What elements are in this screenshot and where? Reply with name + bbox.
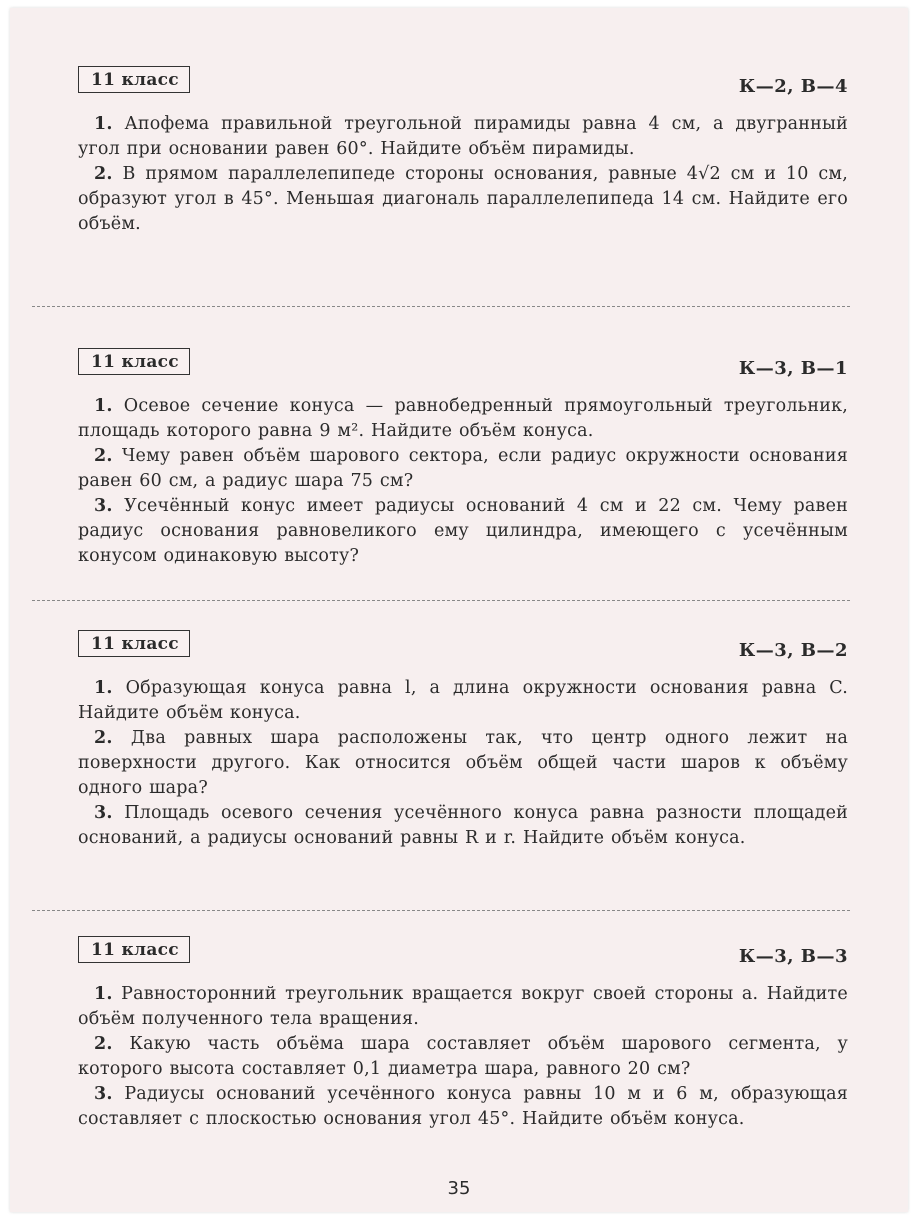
dashed-divider (32, 910, 850, 911)
problem-list (78, 676, 848, 851)
dashed-divider (32, 600, 850, 601)
variant-label: К—3, В—2 (738, 640, 848, 661)
problem-item (78, 444, 848, 494)
problem-item (78, 676, 848, 726)
problem-item (78, 162, 848, 237)
problem-text: Осевое сечение конуса — равнобедренный прямоугольный треугольник, площадь которого равна 9 м². Найдите объём конуса. (78, 396, 848, 441)
problem-text: Образующая конуса равна l, а длина окружности основания равна C. Найдите объём конуса. (78, 678, 848, 723)
problem-item (78, 494, 848, 569)
problem-number: 1. (94, 678, 113, 698)
class-label-box: 11 класс (78, 66, 190, 93)
problem-number: 1. (94, 114, 113, 134)
problem-text: Радиусы оснований усечённого конуса равны 10 м и 6 м, образующая составляет с плоскостью основания угол 45°. Найдите объём конуса. (78, 1084, 848, 1129)
problem-number: 2. (94, 446, 113, 466)
problem-list (78, 394, 848, 569)
section-k2-v4 (78, 66, 848, 237)
variant-label: К—2, В—4 (738, 76, 848, 97)
variant-label: К—3, В—1 (738, 358, 848, 379)
problem-item (78, 394, 848, 444)
problem-text: В прямом параллелепипеде стороны основания, равные 4√2 см и 10 см, образуют угол в 45°. Меньшая диагональ параллелепипеда 14 см. Найдите его объём. (78, 164, 848, 234)
problem-number: 2. (94, 164, 113, 184)
section-header (78, 630, 848, 670)
problem-number: 3. (94, 803, 113, 823)
variant-label: К—3, В—3 (738, 946, 848, 967)
problem-text: Какую часть объёма шара составляет объём шарового сегмента, у которого высота составляет 0,1 диаметра шара, равного 20 см? (78, 1034, 848, 1079)
problem-item (78, 726, 848, 801)
problem-text: Равносторонний треугольник вращается вокруг своей стороны a. Найдите объём полученного тела вращения. (78, 984, 848, 1029)
problem-text: Площадь осевого сечения усечённого конуса равна разности площадей оснований, а радиусы оснований равны R и r. Найдите объём конуса. (78, 803, 849, 848)
section-header (78, 936, 848, 976)
problem-item (78, 112, 848, 162)
problem-number: 3. (94, 1084, 113, 1104)
problem-item (78, 1032, 848, 1082)
section-header (78, 348, 848, 388)
page-number: 35 (447, 1178, 471, 1199)
section-k3-v2 (78, 630, 848, 851)
section-k3-v3 (78, 936, 848, 1132)
class-label-box: 11 класс (78, 630, 190, 657)
problem-number: 1. (94, 984, 113, 1004)
dashed-divider (32, 306, 850, 307)
problem-text: Чему равен объём шарового сектора, если радиус окружности основания равен 60 см, а радиус шара 75 см? (78, 446, 849, 491)
problem-item (78, 801, 848, 851)
problem-text: Апофема правильной треугольной пирамиды равна 4 см, а двугранный угол при основании равен 60°. Найдите объём пирамиды. (78, 114, 849, 159)
problem-item (78, 982, 848, 1032)
problem-list (78, 982, 848, 1132)
textbook-page (10, 8, 908, 1212)
problem-text: Два равных шара расположены так, что центр одного лежит на поверхности другого. Как относится объём общей части шаров к объёму одного шара? (78, 728, 849, 798)
problem-number: 1. (94, 396, 113, 416)
problem-number: 3. (94, 496, 113, 516)
problem-item (78, 1082, 848, 1132)
class-label-box: 11 класс (78, 348, 190, 375)
problem-number: 2. (94, 1034, 113, 1054)
problem-list (78, 112, 848, 237)
problem-number: 2. (94, 728, 113, 748)
section-k3-v1 (78, 348, 848, 569)
class-label-box: 11 класс (78, 936, 190, 963)
problem-text: Усечённый конус имеет радиусы оснований 4 см и 22 см. Чему равен радиус основания равновеликого ему цилиндра, имеющего с усечённым конусом одинаковую высоту? (78, 496, 849, 566)
section-header (78, 66, 848, 106)
